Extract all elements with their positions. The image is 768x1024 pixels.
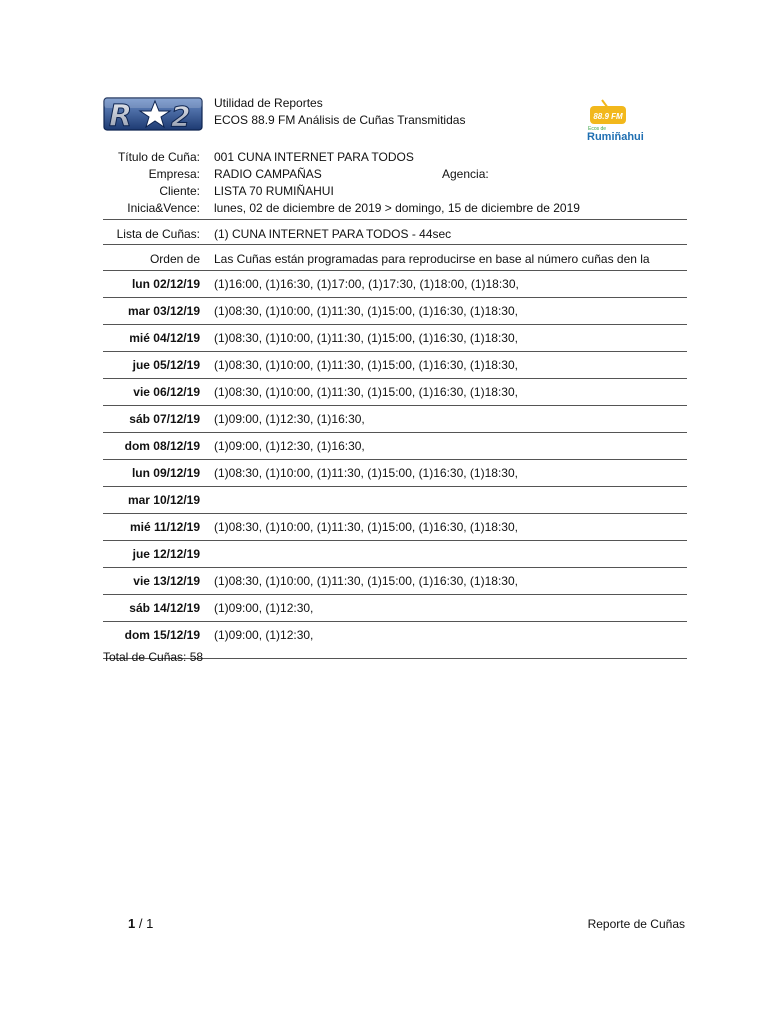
schedule-times: (1)09:00, (1)12:30, <box>214 628 314 642</box>
schedule-times: (1)08:30, (1)10:00, (1)11:30, (1)15:00, (1)16:30, (1)18:30, <box>214 574 518 588</box>
footer-report-title: Reporte de Cuñas <box>587 917 685 931</box>
schedule-date: jue 05/12/19 <box>132 358 200 372</box>
schedule-row <box>103 352 687 379</box>
empresa-label: Empresa: <box>148 167 200 181</box>
schedule-row <box>103 433 687 460</box>
schedule-times: (1)08:30, (1)10:00, (1)11:30, (1)15:00, (1)16:30, (1)18:30, <box>214 331 518 345</box>
schedule-date: mié 04/12/19 <box>129 331 200 345</box>
schedule-times: (1)08:30, (1)10:00, (1)11:30, (1)15:00, (1)16:30, (1)18:30, <box>214 520 518 534</box>
schedule-row <box>103 568 687 595</box>
lista-label: Lista de Cuñas: <box>116 227 200 241</box>
titulo-label: Título de Cuña: <box>117 150 200 164</box>
schedule-date: dom 15/12/19 <box>124 628 200 642</box>
schedule-date: lun 09/12/19 <box>131 466 200 480</box>
schedule-row <box>103 271 687 298</box>
divider <box>103 219 687 220</box>
schedule-row <box>103 541 687 568</box>
schedule-times: (1)09:00, (1)12:30, (1)16:30, <box>214 439 365 453</box>
schedule-date: lun 02/12/19 <box>131 277 200 291</box>
schedule-times: (1)08:30, (1)10:00, (1)11:30, (1)15:00, (1)16:30, (1)18:30, <box>214 466 518 480</box>
r2-logo <box>103 96 203 132</box>
schedule-date: mar 03/12/19 <box>127 304 200 318</box>
inicia-vence-label: Inicia&Vence: <box>127 201 200 215</box>
schedule-row <box>103 379 687 406</box>
lista-value: (1) CUNA INTERNET PARA TODOS - 44sec <box>214 227 452 241</box>
schedule-times: (1)08:30, (1)10:00, (1)11:30, (1)15:00, (1)16:30, (1)18:30, <box>214 304 518 318</box>
schedule-times: (1)08:30, (1)10:00, (1)11:30, (1)15:00, (1)16:30, (1)18:30, <box>214 358 518 372</box>
schedule-row <box>103 514 687 541</box>
schedule-row <box>103 298 687 325</box>
schedule-date: sáb 07/12/19 <box>129 412 200 426</box>
schedule-times: (1)08:30, (1)10:00, (1)11:30, (1)15:00, (1)16:30, (1)18:30, <box>214 385 518 399</box>
divider <box>103 244 687 245</box>
schedule-row <box>103 487 687 514</box>
page-current: 1 <box>128 916 136 931</box>
schedule-row <box>103 406 687 433</box>
empresa-value: RADIO CAMPAÑAS <box>214 167 322 181</box>
schedule-date: dom 08/12/19 <box>124 439 200 453</box>
inicia-vence-value: lunes, 02 de diciembre de 2019 > domingo, 15 de diciembre de 2019 <box>214 201 580 215</box>
report-analysis-title: ECOS 88.9 FM Análisis de Cuñas Transmitidas <box>214 113 466 127</box>
report-utility-title: Utilidad de Reportes <box>214 96 323 110</box>
schedule-date: sáb 14/12/19 <box>129 601 200 615</box>
page-total: / 1 <box>135 916 154 931</box>
schedule-row <box>103 460 687 487</box>
titulo-value: 001 CUNA INTERNET PARA TODOS <box>214 150 414 164</box>
schedule-date: vie 06/12/19 <box>133 385 200 399</box>
schedule-date: mar 10/12/19 <box>127 493 200 507</box>
schedule-date: mié 11/12/19 <box>129 520 200 534</box>
agencia-label: Agencia: <box>442 167 489 181</box>
schedule-times: (1)09:00, (1)12:30, <box>214 601 314 615</box>
cliente-value: LISTA 70 RUMIÑAHUI <box>214 184 334 198</box>
schedule-times: (1)09:00, (1)12:30, (1)16:30, <box>214 412 365 426</box>
schedule-row <box>103 595 687 622</box>
ecos-fm-badge: 88.9 FM <box>593 112 623 121</box>
orden-label: Orden de <box>149 252 200 266</box>
schedule-table <box>103 271 687 659</box>
ecos-brand-text: Rumiñahui <box>587 131 644 143</box>
ecos-small-text: Ecos de <box>588 126 607 132</box>
orden-value: Las Cuñas están programadas para reproducirse en base al número cuñas den la <box>214 252 650 266</box>
schedule-date: vie 13/12/19 <box>133 574 200 588</box>
cliente-label: Cliente: <box>159 184 200 198</box>
ecos-rumiñahui-logo <box>582 96 658 144</box>
schedule-times: (1)16:00, (1)16:30, (1)17:00, (1)17:30, (1)18:00, (1)18:30, <box>214 277 519 291</box>
total-spots: Total de Cuñas: 58 <box>103 650 204 664</box>
schedule-row <box>103 325 687 352</box>
page-indicator <box>128 916 153 931</box>
svg-text:R: R <box>109 99 133 132</box>
svg-text:2: 2 <box>171 100 191 132</box>
schedule-date: jue 12/12/19 <box>132 547 200 561</box>
